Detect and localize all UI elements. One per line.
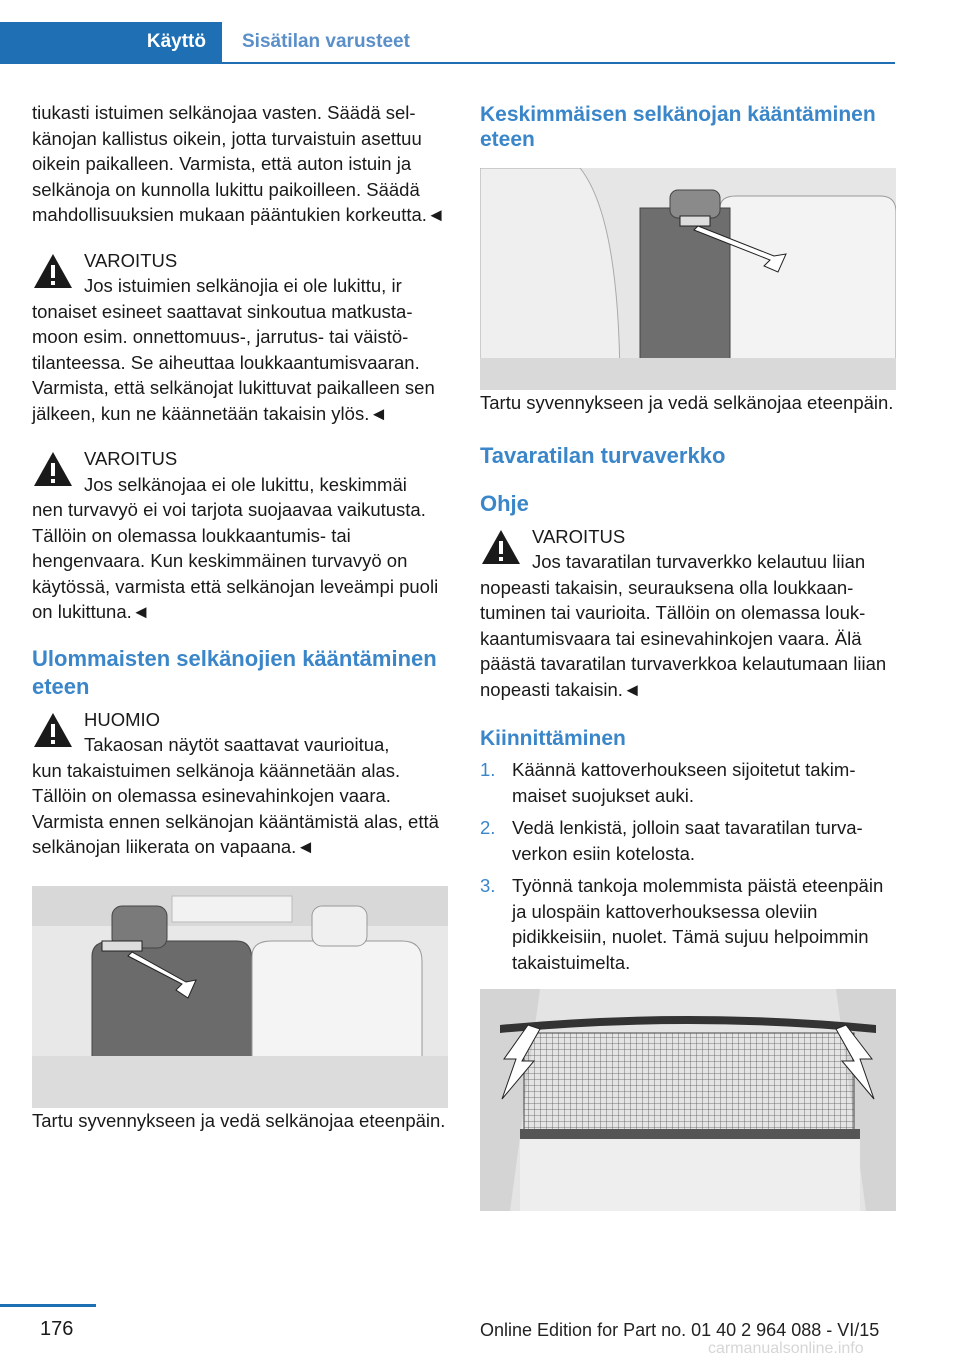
step-text: Käännä kattoverhoukseen sijoitetut takimmaiset suojukset auki.	[512, 759, 856, 806]
warning-title: VAROITUS	[532, 525, 626, 547]
step-number: 2.	[480, 817, 496, 838]
intro-paragraph: tiukasti istuimen selkänojaa vasten. Säädä selkänojan kallistus oikein, jotta turvaistuin asettuu oikein paikalleen. Varmista, että auton istuin ja selkänoja on kunnolla lukittu paikoilleen. Säädä mahdollisuuksien mukaan pääntukien korkeutta.◄	[32, 102, 446, 225]
footer-rule	[0, 1304, 96, 1307]
outer-backrest-caption: Tartu syvennykseen ja vedä selkänojaa eteenpäin.	[32, 1109, 446, 1131]
warning-text: tonaiset esineet saattavat sinkoutua matkustamoon esim. onnettomuus-, jarrutus- tai väistötilanteessa. Se aiheuttaa loukkaantumisvaaran. Varmista, että selkänojat lukittuvat paikalleen sen jälkeen, kun ne käännetään takaisin ylös.◄	[32, 300, 435, 424]
section-heading-outer-backrests: Ulommaisten selkänojien kääntäminen eteen	[32, 645, 437, 699]
warning-first-line: Jos istuimien selkänojia ei ole lukittu, ir	[84, 275, 402, 296]
warning-first-line: Jos selkänojaa ei ole lukittu, keskimmäi	[84, 473, 407, 495]
warning-icon	[32, 252, 74, 290]
notice-first-line: Takaosan näytöt saattavat vaurioitua,	[84, 734, 390, 755]
step-number: 3.	[480, 875, 496, 896]
page-header	[0, 0, 960, 64]
step-item	[480, 757, 896, 808]
fastening-steps	[480, 757, 896, 975]
step-text: Vedä lenkistä, jolloin saat tavaratilan turvaverkon esiin kotelosta.	[512, 817, 863, 864]
warning-block-3	[480, 524, 896, 703]
warning-title: VAROITUS	[84, 448, 178, 469]
notice-block	[32, 707, 448, 860]
warning-text: nopeasti takaisin, seurauksena olla loukkaantuminen tai vaurioita. Tällöin on olemassa loukkaantumisvaara tai esinevahinkojen vaara. Älä päästä tavaratilan turvaverkkoa kelautumaan liian nopeasti takaisin.◄	[480, 576, 887, 700]
section-heading-cargo-net: Tavaratilan turvaverkko	[480, 442, 726, 468]
tab-sisatilan-varusteet[interactable]: Sisätilan varusteet	[242, 31, 410, 52]
step-item	[480, 873, 896, 975]
page-number: 176	[40, 1318, 74, 1340]
right-column	[480, 100, 896, 1211]
outer-backrest-photo	[32, 886, 448, 1108]
header-rule	[0, 62, 895, 64]
notice-title: HUOMIO	[84, 708, 161, 730]
section-heading-fastening: Kiinnittäminen	[480, 727, 626, 750]
warning-first-line: Jos tavaratilan turvaverkko kelautuu liian	[532, 551, 866, 572]
cargo-net-photo	[480, 989, 896, 1211]
warning-icon	[32, 711, 74, 749]
warning-block-1	[32, 248, 448, 427]
warning-icon	[480, 528, 522, 566]
warning-title: VAROITUS	[84, 249, 178, 271]
section-heading-note: Ohje	[480, 490, 529, 516]
step-item	[480, 815, 896, 866]
step-text: Työnnä tankoja molemmista päistä eteenpäin ja ulospäin kattoverhouksessa oleviin pidikkeisiin, nuolet. Tämä sujuu helpoimmin takaistuimelta.	[512, 875, 884, 973]
middle-backrest-photo	[480, 168, 896, 390]
middle-backrest-caption: Tartu syvennykseen ja vedä selkänojaa eteenpäin.	[480, 392, 894, 413]
warning-block-2	[32, 446, 448, 625]
warning-icon	[32, 450, 74, 488]
tab-kaytto[interactable]: Käyttö	[0, 22, 222, 62]
section-heading-middle-backrest: Keskimmäisen selkänojan kääntäminen eteen	[480, 103, 876, 151]
warning-text: nen turvavyö ei voi tarjota suojaavaa vaikutusta. Tällöin on olemassa loukkaantumis- tai hengenvaara. Kun keskimmäinen turvavyö on käytössä, varmista että selkänojan leveämpi puoli on lukittuna.◄	[32, 499, 439, 622]
watermark: carmanualsonline.info	[708, 1340, 864, 1357]
notice-text: kun takaistuimen selkänoja käännetään alas. Tällöin on olemassa esinevahinkojen vaara. Varmista ennen selkänojan kääntämistä alas, että selkänojan liikerata on vapaana.◄	[32, 759, 439, 857]
step-number: 1.	[480, 759, 496, 780]
left-column	[32, 100, 448, 1133]
edition-info: Online Edition for Part no. 01 40 2 964 088 - VI/15	[480, 1320, 880, 1340]
